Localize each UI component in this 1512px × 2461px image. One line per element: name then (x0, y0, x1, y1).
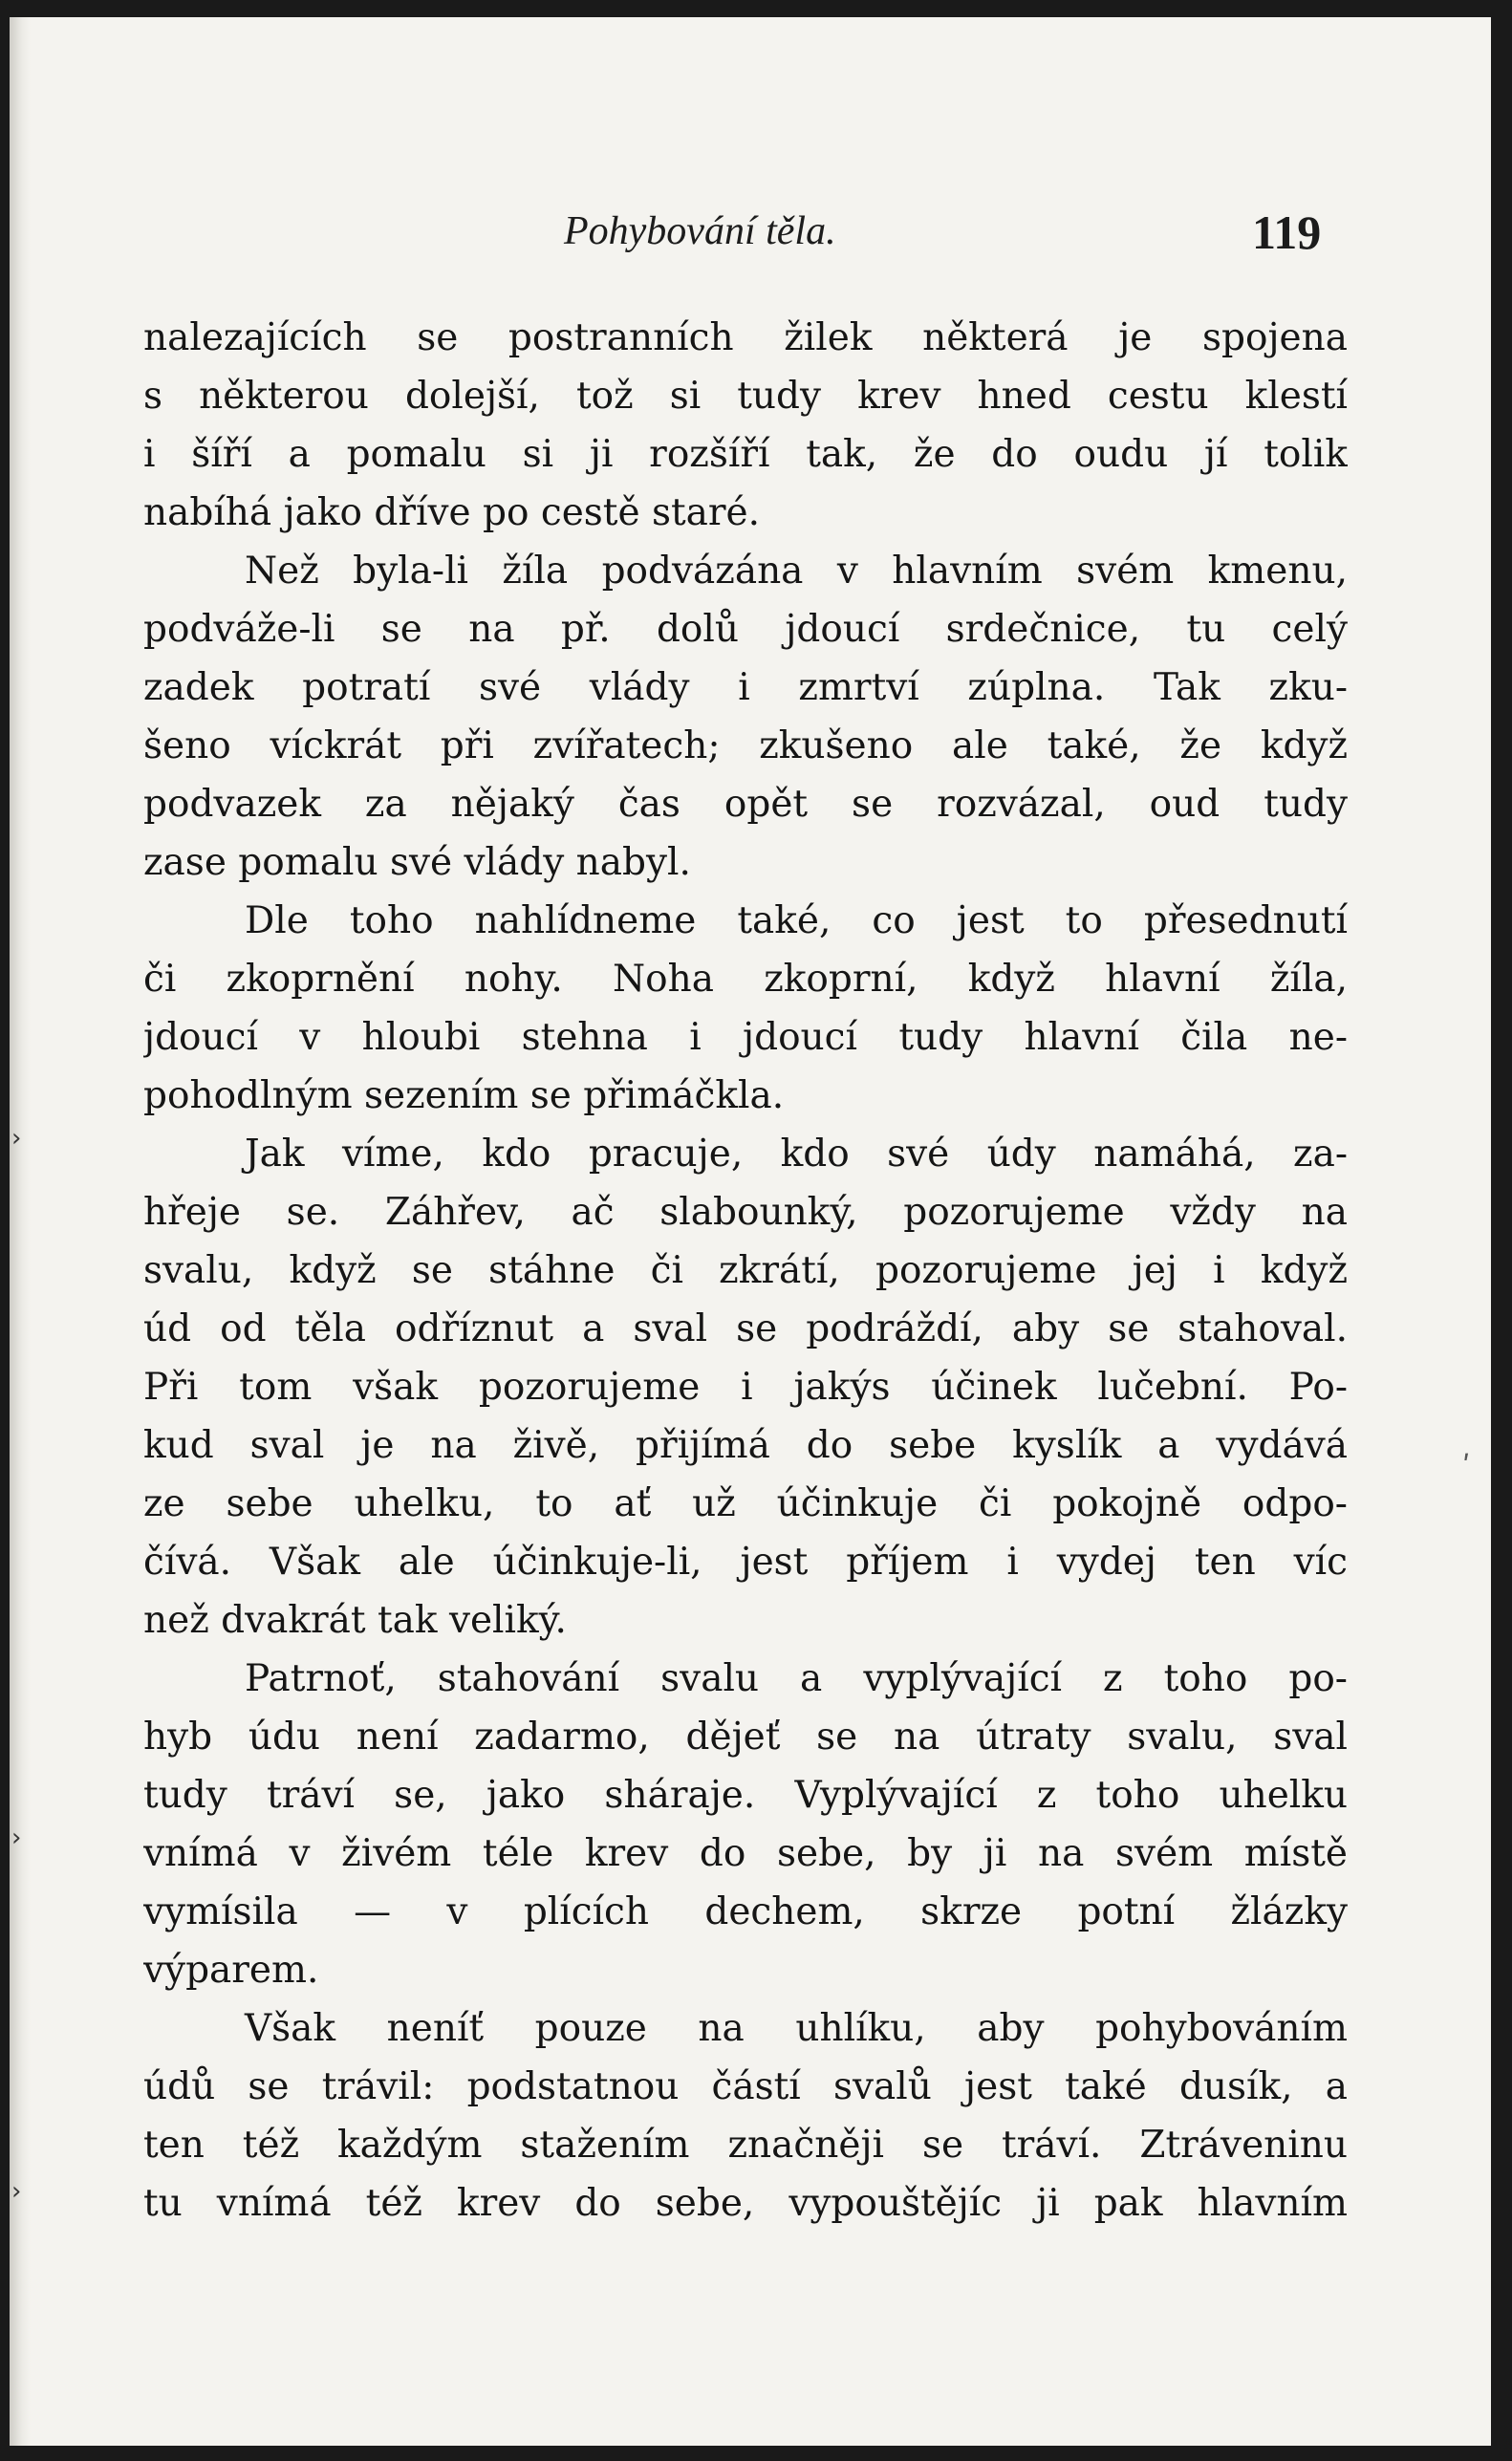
text-line: podvazek za nějaký čas opět se rozvázal, oud tudy (143, 783, 1348, 826)
text-line: tudy tráví se, jako sháraje. Vyplývající z toho uhelku (143, 1774, 1348, 1817)
text-line: ten též každým stažením značněji se tráví. Ztráveninu (143, 2124, 1348, 2167)
page-gutter-shadow (10, 17, 31, 2446)
running-head-title: Pohybování těla. (564, 209, 836, 253)
text-line: či zkoprnění nohy. Noha zkoprní, když hlavní žíla, (143, 958, 1348, 1001)
text-line: Než byla-li žíla podvázána v hlavním svém kmenu, (245, 550, 1348, 593)
text-line: vymísila — v plících dechem, skrze potní žlázky (143, 1890, 1348, 1933)
text-line: zase pomalu své vlády nabyl. (143, 841, 691, 884)
margin-arrow-mark: › (11, 2177, 22, 2206)
text-line: jdoucí v hloubi stehna i jdoucí tudy hlavní čila ne- (143, 1016, 1348, 1059)
text-line: i šíří a pomalu si ji rozšíří tak, že do oudu jí tolik (143, 433, 1348, 476)
text-line: nalezajících se postranních žilek některá je spojena (143, 316, 1348, 359)
text-line: vnímá v živém téle krev do sebe, by ji na svém místě (143, 1832, 1348, 1875)
text-line: údů se trávil: podstatnou částí svalů jest také dusík, a (143, 2065, 1348, 2108)
text-line: zadek potratí své vlády i zmrtví zúplna. Tak zku- (143, 666, 1348, 709)
text-line: Jak víme, kdo pracuje, kdo své údy namáhá, za- (245, 1133, 1348, 1176)
text-line: čívá. Však ale účinkuje-li, jest příjem i vydej ten víc (143, 1541, 1348, 1584)
text-line: šeno víckrát při zvířatech; zkušeno ale také, že když (143, 724, 1348, 767)
text-line: hyb údu není zadarmo, dějeť se na útraty svalu, sval (143, 1716, 1348, 1759)
body-text (143, 309, 1348, 2233)
text-line: Však neníť pouze na uhlíku, aby pohybováním (245, 2007, 1348, 2050)
running-head (10, 205, 1491, 266)
text-line: hřeje se. Záhřev, ač slabounký, pozorujeme vždy na (143, 1191, 1348, 1234)
text-line: výparem. (143, 1949, 319, 1992)
text-line: než dvakrát tak veliký. (143, 1599, 567, 1642)
text-line: tu vnímá též krev do sebe, vypouštějíc ji pak hlavním (143, 2182, 1348, 2225)
margin-arrow-mark: › (11, 1824, 22, 1852)
text-line: svalu, když se stáhne či zkrátí, pozorujeme jej i když (143, 1249, 1348, 1292)
text-line: podváže-li se na př. dolů jdoucí srdečnice, tu celý (143, 608, 1348, 651)
text-line: nabíhá jako dříve po cestě staré. (143, 491, 761, 534)
margin-arrow-mark: › (11, 1124, 22, 1153)
text-line: Při tom však pozorujeme i jakýs účinek lučební. Po- (143, 1366, 1348, 1409)
text-line: Patrnoť, stahování svalu a vyplývající z toho po- (245, 1657, 1348, 1700)
text-line: ze sebe uhelku, to ať už účinkuje či pokojně odpo- (143, 1482, 1348, 1525)
text-line: kud sval je na živě, přijímá do sebe kyslík a vydává (143, 1424, 1348, 1467)
page-number: 119 (1252, 205, 1322, 259)
stray-speck: ʹ (1462, 1451, 1471, 1484)
text-line: s některou dolejší, tož si tudy krev hned cestu klestí (143, 375, 1348, 418)
book-page (10, 17, 1491, 2446)
text-line: pohodlným sezením se přimáčkla. (143, 1074, 785, 1117)
text-line: úd od těla odříznut a sval se podráždí, aby se stahoval. (143, 1307, 1348, 1350)
text-line: Dle toho nahlídneme také, co jest to přesednutí (245, 899, 1348, 942)
